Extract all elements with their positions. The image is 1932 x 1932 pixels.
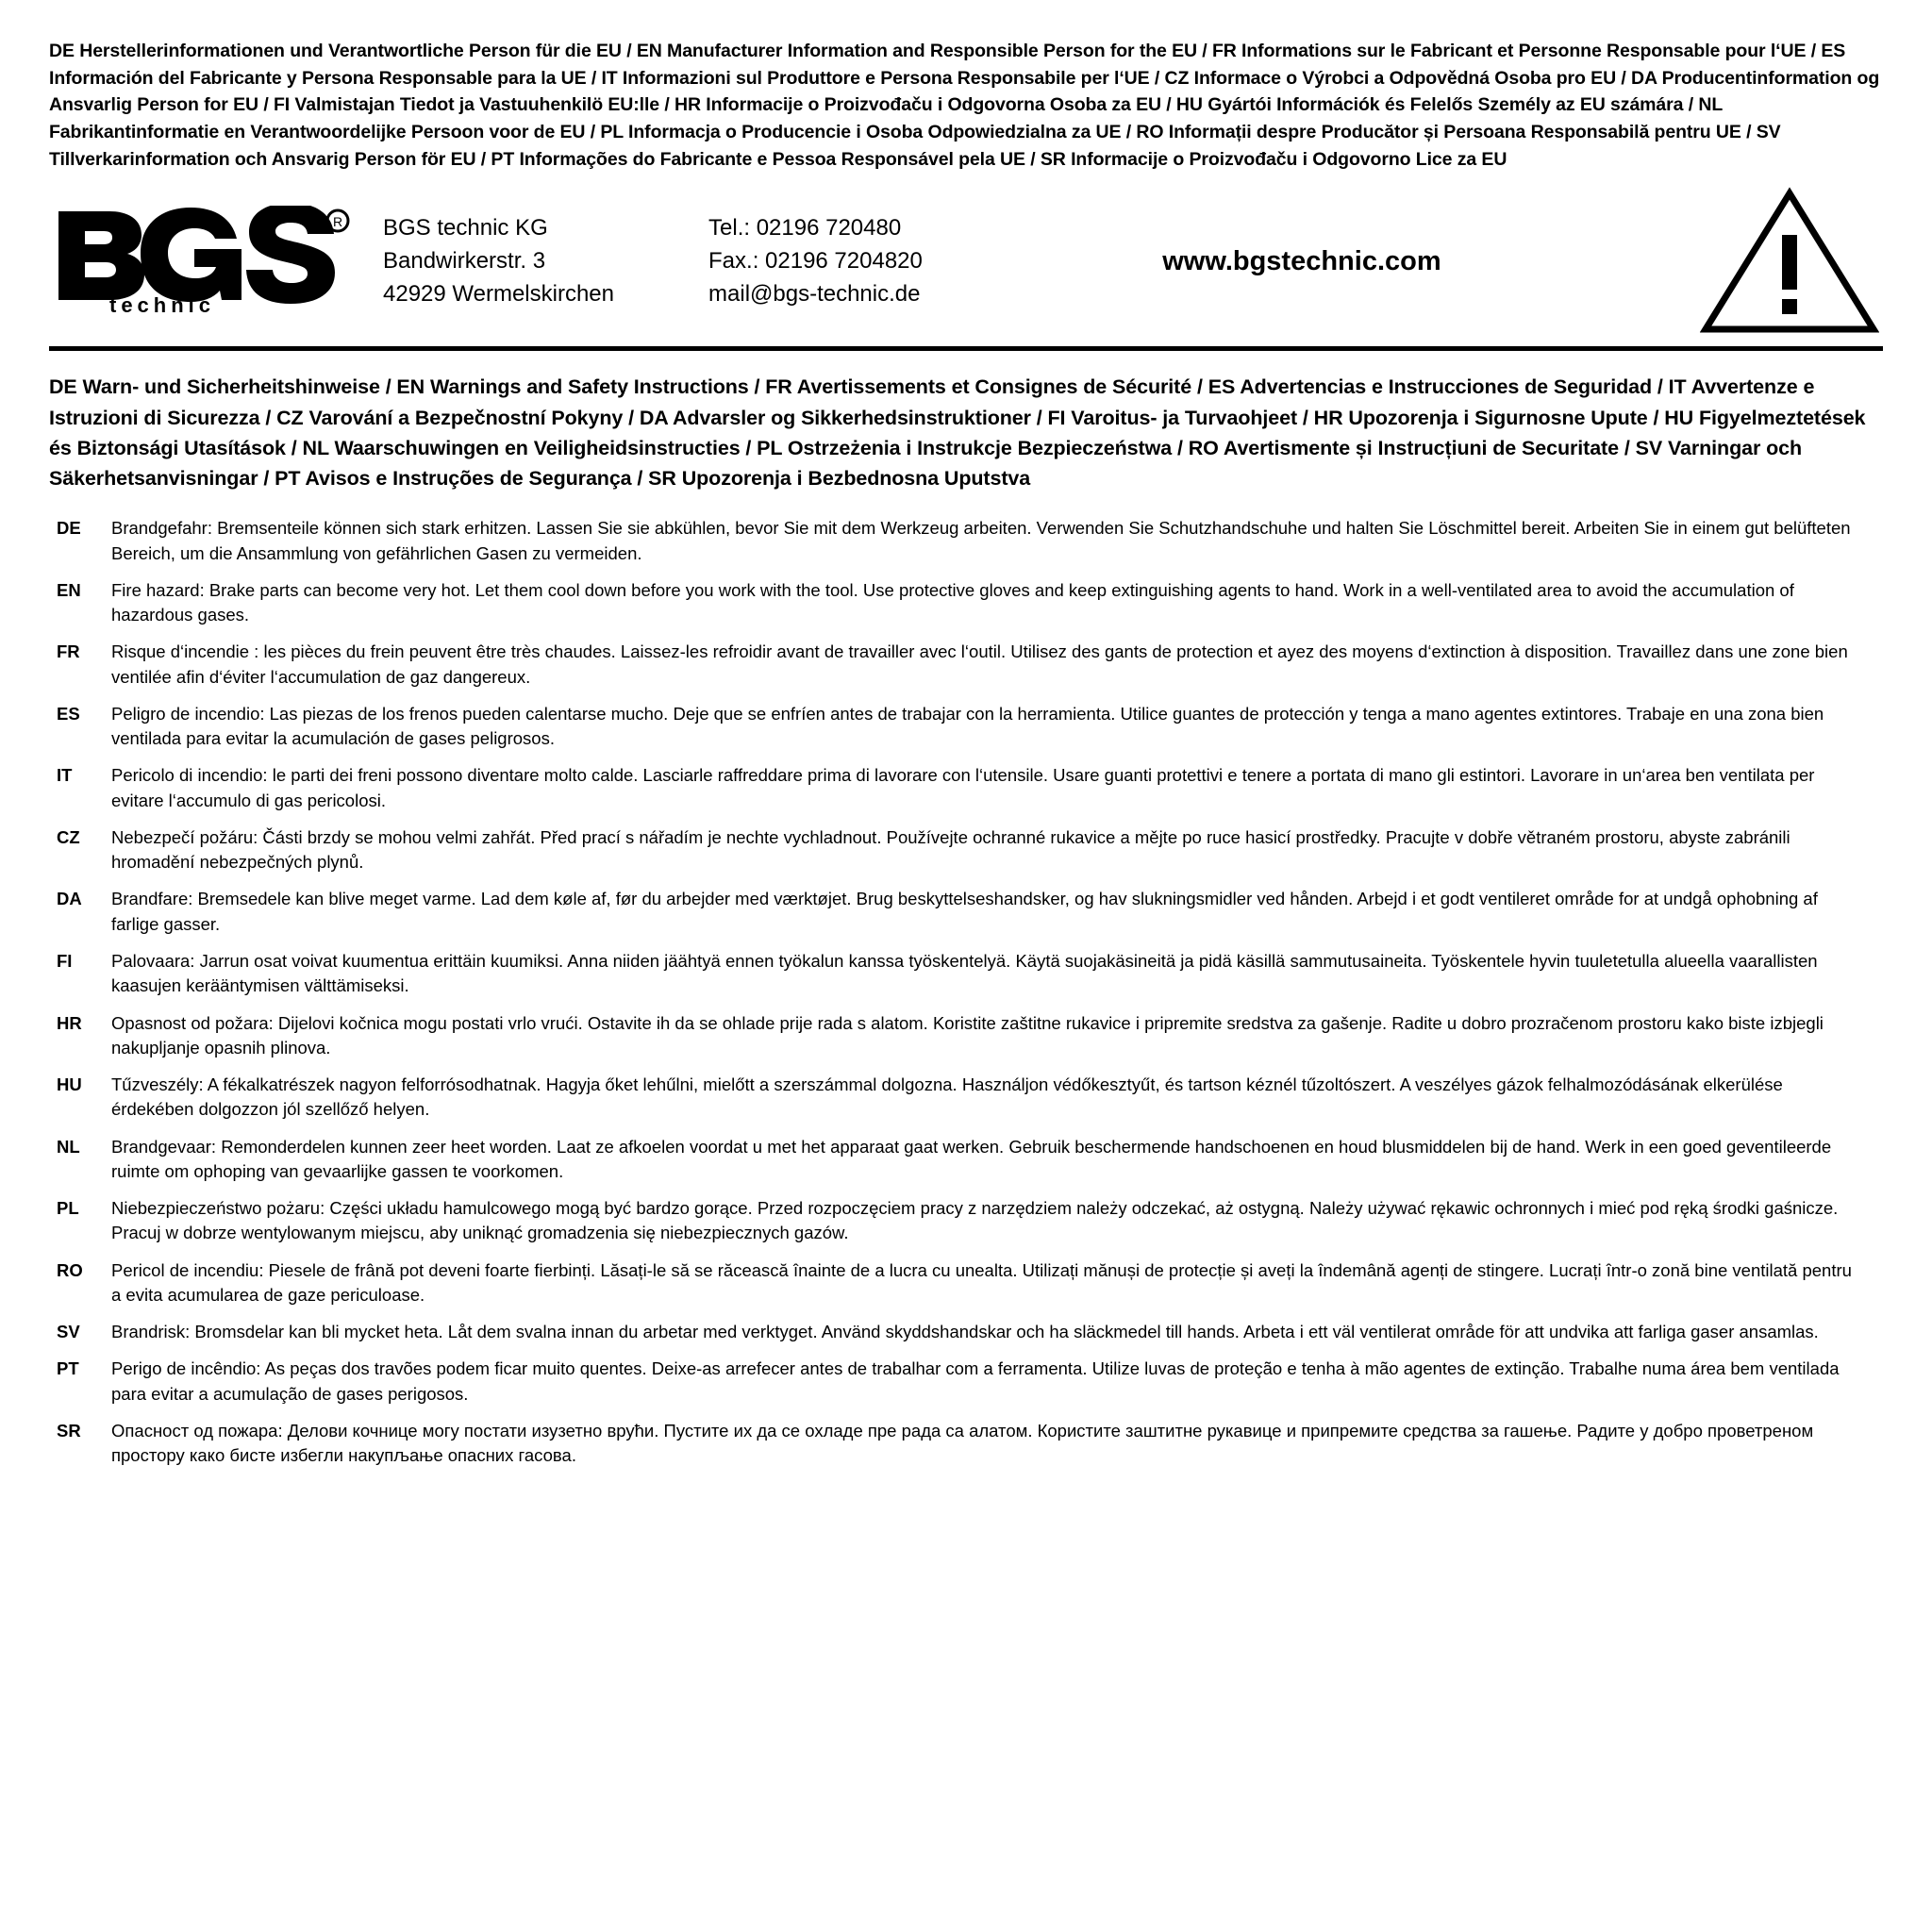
language-warning-text: Nebezpečí požáru: Části brzdy se mohou velmi zahřát. Před prací s nářadím je nechte vychladnout. Používejte ochranné rukavice a mějte po ruce hasicí prostředky. Pracujte v dobře větraném prostoru, abyste zabránili hromadění nebezpečných plynů.	[111, 826, 1790, 873]
company-email[interactable]: mail@bgs-technic.de	[708, 280, 921, 307]
language-warning-list	[49, 516, 1883, 1468]
language-warning-text: Perigo de incêndio: As peças dos travões podem ficar muito quentes. Deixe-as arrefecer antes de trabalhar com a ferramenta. Utilize luvas de proteção e tenha à mão agentes de extinção. Trabalhe numa área bem ventilada para evitar a acumulação de gases perigosos.	[111, 1358, 1840, 1404]
language-warning-text: Niebezpieczeństwo pożaru: Części układu hamulcowego mogą być bardzo gorące. Przed rozpoczęciem pracy z narzędziem należy odczekać, aż ostygną. Należy używać rękawic ochronnych i mieć pod ręką środki gaśnicze. Pracuj w dobrze wentylowanym miejscu, aby uniknąć gromadzenia się niebezpiecznych gazów.	[111, 1198, 1839, 1243]
language-code: FR	[57, 641, 80, 662]
brand-logo	[49, 206, 364, 317]
company-street: Bandwirkerstr. 3	[383, 248, 546, 274]
language-warning-text: Risque d‘incendie : les pièces du frein peuvent être très chaudes. Laissez-les refroidir avant de travailler avec l‘outil. Utilisez des gants de protection et ayez des moyens d‘extinction à disposition. Travaillez dans une zone bien ventilée afin d‘éviter l‘accumulation de gaz dangereux.	[111, 641, 1848, 687]
list-item	[49, 887, 1883, 937]
safety-instructions-heading: DE Warn- und Sicherheitshinweise / EN Warnings and Safety Instructions / FR Avertissements et Consignes de Sécurité / ES Advertencias e Instrucciones de Seguridad / IT Avvertenze e Istruzioni di Sicurezza / CZ Varování a Bezpečnostní Pokyny / DA Advarsler og Sikkerhedsinstruktioner / FI Varoitus- ja Turvaohjeet / HR Upozorenja i Sigurnosne Upute / HU Figyelmeztetések és Biztonsági Utasítások / NL Waarschuwingen en Veiligheidsinstructies / PL Ostrzeżenia i Instrukcje Bezpieczeństwa / RO Avertismente și Instrucțiuni de Securitate / SV Varningar och Säkerhetsanvisningar / PT Avisos e Instruções de Segurança / SR Upozorenja i Bezbednosna Uputstva	[49, 375, 1866, 491]
language-code: PL	[57, 1198, 79, 1219]
list-item	[49, 825, 1883, 875]
language-warning-text: Palovaara: Jarrun osat voivat kuumentua erittäin kuumiksi. Anna niiden jäähtyä ennen työkalun kanssa työskentelyä. Käytä suojakäsineitä ja pidä käsillä sammutusaineita. Työskentele hyvin tuuletetulla alueella vaarallisten kaasujen kerääntymisen välttämiseksi.	[111, 951, 1818, 996]
list-item	[49, 1357, 1883, 1407]
language-code: ES	[57, 703, 80, 724]
language-code: IT	[57, 765, 73, 786]
manufacturer-info-heading: DE Herstellerinformationen und Verantwortliche Person für die EU / EN Manufacturer Information and Responsible Person for the EU / FR Informations sur le Fabricant et Personne Responsable pour l‘UE / ES Información del Fabricante y Persona Responsable para la UE / IT Informazioni sul Produttore e Persona Responsabile per l‘UE / CZ Informace o Výrobci a Odpovědná Osoba pro EU / DA Producentinformation og Ansvarlig Person for EU / FI Valmistajan Tiedot ja Vastuuhenkilö EU:lle / HR Informacije o Proizvođaču i Odgovorna Osoba za EU / HU Gyártói Információk és Felelős Személy az EU számára / NL Fabrikantinformatie en Verantwoordelijke Persoon voor de EU / PL Informacja o Producencie i Osoba Odpowiedzialna za UE / RO Informații despre Producător și Persoana Responsabilă pentru UE / SV Tillverkarinformation och Ansvarig Person för EU / PT Informações do Fabricante e Pessoa Responsável pela UE / SR Informacije o Proizvođaču i Odgovorno Lice za EU	[49, 41, 1880, 170]
language-code: EN	[57, 579, 81, 600]
list-item	[49, 1196, 1883, 1246]
company-city: 42929 Wermelskirchen	[383, 280, 615, 307]
language-warning-text: Brandfare: Bremsedele kan blive meget varme. Lad dem køle af, før du arbejder med værktøjet. Brug beskyttelseshandsker, og hav slukningsmidler ved hånden. Arbejd i et godt ventileret område for at undgå ophobning af farlige gasser.	[111, 889, 1818, 934]
language-warning-text: Fire hazard: Brake parts can become very hot. Let them cool down before you work with the tool. Use protective gloves and keep extinguishing agents to hand. Work in a well-ventilated area to avoid the accumulation of hazardous gases.	[111, 579, 1794, 625]
language-warning-text: Pericolo di incendio: le parti dei freni possono diventare molto calde. Lasciarle raffreddare prima di lavorare con l‘utensile. Usare guanti protettivi e tenere a portata di mano gli estintori. Lavorare in un‘area ben ventilata per evitare l‘accumulo di gas pericolosi.	[111, 765, 1815, 810]
language-warning-text: Brandgevaar: Remonderdelen kunnen zeer heet worden. Laat ze afkoelen voordat u met het apparaat gaat werken. Gebruik beschermende handschoenen en houd blusmiddelen bij de hand. Werk in een goed geventileerde ruimte om ophoping van gevaarlijke gassen te voorkomen.	[111, 1136, 1832, 1181]
svg-text:technic: technic	[109, 293, 216, 318]
language-code: DA	[57, 889, 82, 909]
svg-text:R: R	[332, 214, 343, 230]
language-code: PT	[57, 1358, 79, 1379]
warning-triangle-icon	[1700, 186, 1883, 337]
company-contact	[614, 212, 923, 310]
language-warning-text: Peligro de incendio: Las piezas de los frenos pueden calentarse mucho. Deje que se enfríen antes de trabajar con la herramienta. Utilice guantes de protección y tenga a mano agentes extintores. Trabaje en una zona bien ventilada para evitar la acumulación de gases peligrosos.	[111, 703, 1824, 749]
list-item	[49, 640, 1883, 690]
company-address	[364, 212, 614, 310]
list-item	[49, 1419, 1883, 1469]
language-code: NL	[57, 1136, 80, 1157]
company-fax: Fax.: 02196 7204820	[708, 248, 923, 274]
list-item	[49, 763, 1883, 813]
company-telephone: Tel.: 02196 720480	[708, 215, 902, 242]
list-item	[49, 1258, 1883, 1308]
language-warning-text: Brandrisk: Bromsdelar kan bli mycket heta. Låt dem svalna innan du arbetar med verktyget. Använd skyddshandskar och ha släckmedel till hands. Arbeta i ett väl ventilerat område för att undvika att farliga gaser ansamlas.	[111, 1322, 1819, 1342]
list-item	[49, 702, 1883, 752]
language-warning-text: Pericol de incendiu: Piesele de frână pot deveni foarte fierbinți. Lăsați-le să se răcească înainte de a lucra cu unealta. Utilizați mănuși de protecție și aveți la îndemână agenți de stingere. Lucrați într-o zonă bine ventilată pentru a evita acumularea de gaze periculoase.	[111, 1259, 1852, 1305]
list-item	[49, 516, 1883, 566]
list-item	[49, 578, 1883, 628]
manufacturer-band	[49, 186, 1883, 351]
language-code: RO	[57, 1259, 83, 1280]
language-warning-text: Brandgefahr: Bremsenteile können sich stark erhitzen. Lassen Sie sie abkühlen, bevor Sie mit dem Werkzeug arbeiten. Verwenden Sie Schutzhandschuhe und halten Sie Löschmittel bereit. Arbeiten Sie in einem gut belüfteten Bereich, um die Ansammlung von gefährlichen Gasen zu vermeiden.	[111, 518, 1851, 563]
language-warning-text: Опасност од пожара: Делови кочнице могу постати изузетно врући. Пустите их да се охладе пре рада са алатом. Користите заштитне рукавице и припремите средства за гашење. Радите у добро проветреном простору како бисте избегли накупљање опасних гасова.	[111, 1420, 1814, 1466]
language-code: HR	[57, 1012, 82, 1033]
language-code: SR	[57, 1420, 81, 1441]
language-code: SV	[57, 1322, 80, 1342]
list-item	[49, 1320, 1883, 1344]
language-code: HU	[57, 1074, 82, 1095]
list-item	[49, 1011, 1883, 1061]
list-item	[49, 1073, 1883, 1123]
language-code: FI	[57, 951, 73, 971]
list-item	[49, 949, 1883, 999]
bgs-logo-mark	[53, 206, 355, 317]
language-code: DE	[57, 518, 81, 539]
company-name: BGS technic KG	[383, 215, 548, 242]
language-warning-text: Opasnost od požara: Dijelovi kočnica mogu postati vrlo vrući. Ostavite ih da se ohlade prije rada s alatom. Koristite zaštitne rukavice i pripremite sredstva za gašenje. Radite u dobro prozračenom prostoru kako biste izbjegli nakupljanje opasnih plinova.	[111, 1012, 1824, 1058]
language-code: CZ	[57, 826, 80, 847]
list-item	[49, 1135, 1883, 1185]
company-website[interactable]: www.bgstechnic.com	[1162, 245, 1441, 276]
language-warning-text: Tűzveszély: A fékalkatrészek nagyon felforrósodhatnak. Hagyja őket lehűlni, mielőtt a szerszámmal dolgozna. Használjon védőkesztyűt, és tartson kéznél tűzoltószert. A veszélyes gázok felhalmozódásának elkerülése érdekében dolgozzon jól szellőző helyen.	[111, 1074, 1783, 1120]
